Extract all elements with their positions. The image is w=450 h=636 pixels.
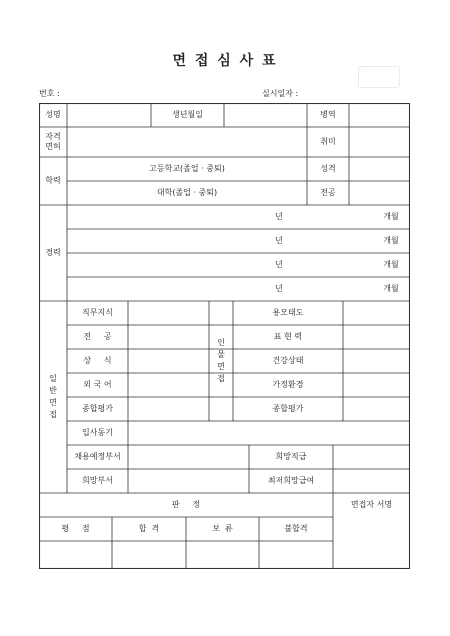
name-label: 성명	[45, 110, 61, 119]
college-label: 대학(졸업 · 중퇴)	[156, 188, 218, 197]
hold-label: 보 류	[212, 524, 233, 533]
general-item: 직무지식	[82, 308, 113, 317]
hobby-label: 취미	[320, 137, 336, 146]
character-interview-label: 인 물 면 접	[217, 338, 225, 383]
highschool-label: 고등학교(졸업 · 중퇴)	[149, 164, 225, 173]
min-salary-label: 최저희망급여	[267, 476, 315, 485]
character-item: 표 현 력	[273, 332, 303, 341]
general-item: 상 식	[83, 356, 112, 365]
career-year: 년	[275, 284, 283, 293]
desired-rank-label: 희망직급	[275, 452, 307, 461]
interview-form-table	[39, 103, 410, 569]
general-item: 전 공	[83, 332, 112, 341]
character-item: 용모태도	[272, 308, 304, 317]
number-label: 번호 :	[39, 89, 60, 98]
motive-label: 입사동기	[82, 428, 113, 437]
birth-label: 생년월일	[172, 110, 203, 119]
stamp-mark	[358, 66, 400, 88]
character-item: 종합평가	[272, 404, 304, 413]
general-interview-label: 일 반 면 접	[49, 374, 57, 419]
judgement-label: 판 정	[171, 500, 201, 509]
planned-dept-label: 채용예정부서	[74, 452, 121, 461]
score-label: 평 점	[61, 524, 90, 533]
desired-dept-label: 희망부서	[82, 476, 113, 485]
license-label: 자격 면허	[45, 132, 61, 151]
pass-label: 합 격	[138, 524, 160, 533]
personality-label: 성격	[320, 164, 336, 173]
career-label: 경력	[45, 248, 61, 257]
career-month: 개월	[383, 284, 399, 293]
career-month: 개월	[383, 260, 399, 269]
character-item: 가정환경	[272, 380, 304, 389]
major-label: 전공	[320, 188, 336, 197]
general-item: 종합평가	[82, 404, 113, 413]
career-month: 개월	[383, 212, 399, 221]
career-month: 개월	[383, 236, 399, 245]
interviewer-sign-label: 면접자 서명	[350, 500, 393, 509]
career-year: 년	[275, 260, 283, 269]
character-item: 건강상태	[272, 356, 304, 365]
fail-label: 불합격	[284, 524, 308, 533]
education-label: 학력	[45, 176, 61, 185]
general-item: 외 국 어	[83, 380, 112, 389]
form-title: 면 접 심 사 표	[172, 53, 278, 69]
career-year: 년	[275, 212, 283, 221]
military-label: 병역	[320, 110, 336, 119]
career-year: 년	[275, 236, 283, 245]
exam-date-label: 실시일자 :	[262, 89, 299, 98]
